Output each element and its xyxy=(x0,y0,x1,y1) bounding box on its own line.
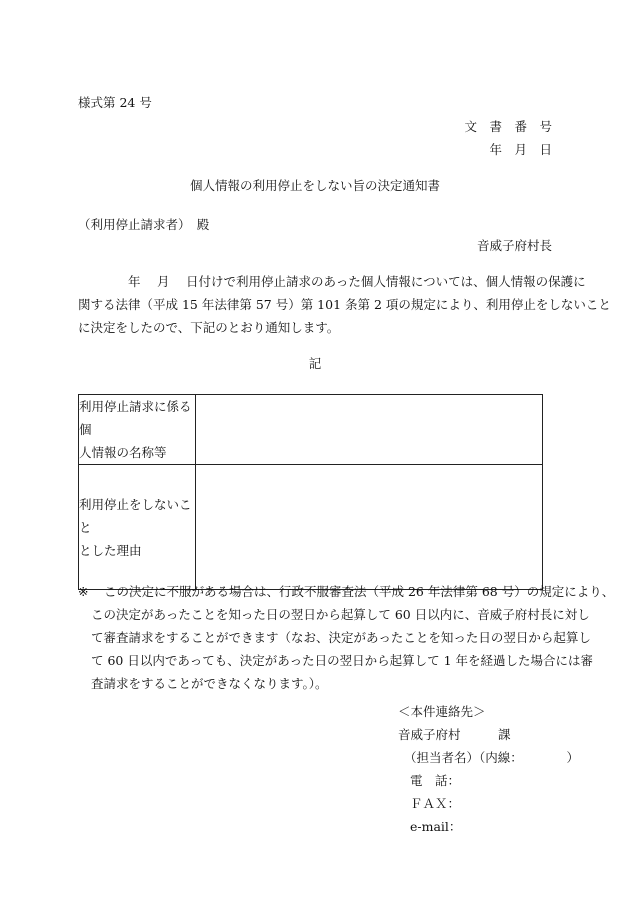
document-title: 個人情報の利用停止をしない旨の決定通知書 xyxy=(189,178,440,193)
note-mark: ※ xyxy=(78,584,89,599)
note-line: この決定に不服がある場合は、行政不服審査法（平成 26 年法律第 68 号）の規定により、 xyxy=(104,584,615,599)
ki-heading: 記 xyxy=(308,356,322,371)
row-value-reason xyxy=(196,465,543,590)
table-row xyxy=(79,465,543,590)
table-row xyxy=(79,395,543,465)
note-line: て 60 日以内であっても、決定があった日の翌日から起算して 1 年を経過した場合には審 xyxy=(91,653,594,668)
note-line: て審査請求をすることができます（なお、決定があったことを知った日の翌日から起算し xyxy=(91,630,591,645)
contact-fax: ＦＡＸ： xyxy=(410,796,461,811)
contact-email: e-mail： xyxy=(410,819,462,834)
body-line: に決定をしたので、下記のとおり通知します。 xyxy=(78,320,340,335)
note-line: 査請求をすることができなくなります。）。 xyxy=(91,676,328,691)
issuer: 音威子府村長 xyxy=(476,238,552,253)
label-line: 利用停止をしないこと xyxy=(79,496,192,535)
issue-date: 年 月 日 xyxy=(489,142,552,157)
note-line: この決定があったことを知った日の翌日から起算して 60 日以内に、音威子府村長に対し xyxy=(91,607,590,622)
row-label-name xyxy=(79,395,196,465)
body-line: 関する法律（平成 15 年法律第 57 号）第 101 条第 2 項の規定により、利用停止をしないこと xyxy=(78,297,611,312)
contact-heading: ＜本件連絡先＞ xyxy=(398,704,486,719)
label-line: とした理由 xyxy=(79,542,142,558)
label-line: 利用停止請求に係る個 xyxy=(79,399,192,437)
form-number: 様式第 24 号 xyxy=(78,95,152,110)
row-label-reason xyxy=(79,465,196,590)
contact-person: （担当者名）（内線： ） xyxy=(404,750,580,765)
body-line: 年 月 日付けで利用停止請求のあった個人情報については、個人情報の保護に xyxy=(78,274,586,289)
contact-department: 音威子府村 課 xyxy=(398,727,511,742)
contact-tel: 電 話： xyxy=(410,773,461,788)
addressee: （利用停止請求者） 殿 xyxy=(78,217,210,232)
document-number: 文 書 番 号 xyxy=(464,119,552,134)
record-table xyxy=(78,394,543,590)
row-value-name xyxy=(196,395,543,465)
label-line: 人情報の名称等 xyxy=(79,445,167,460)
